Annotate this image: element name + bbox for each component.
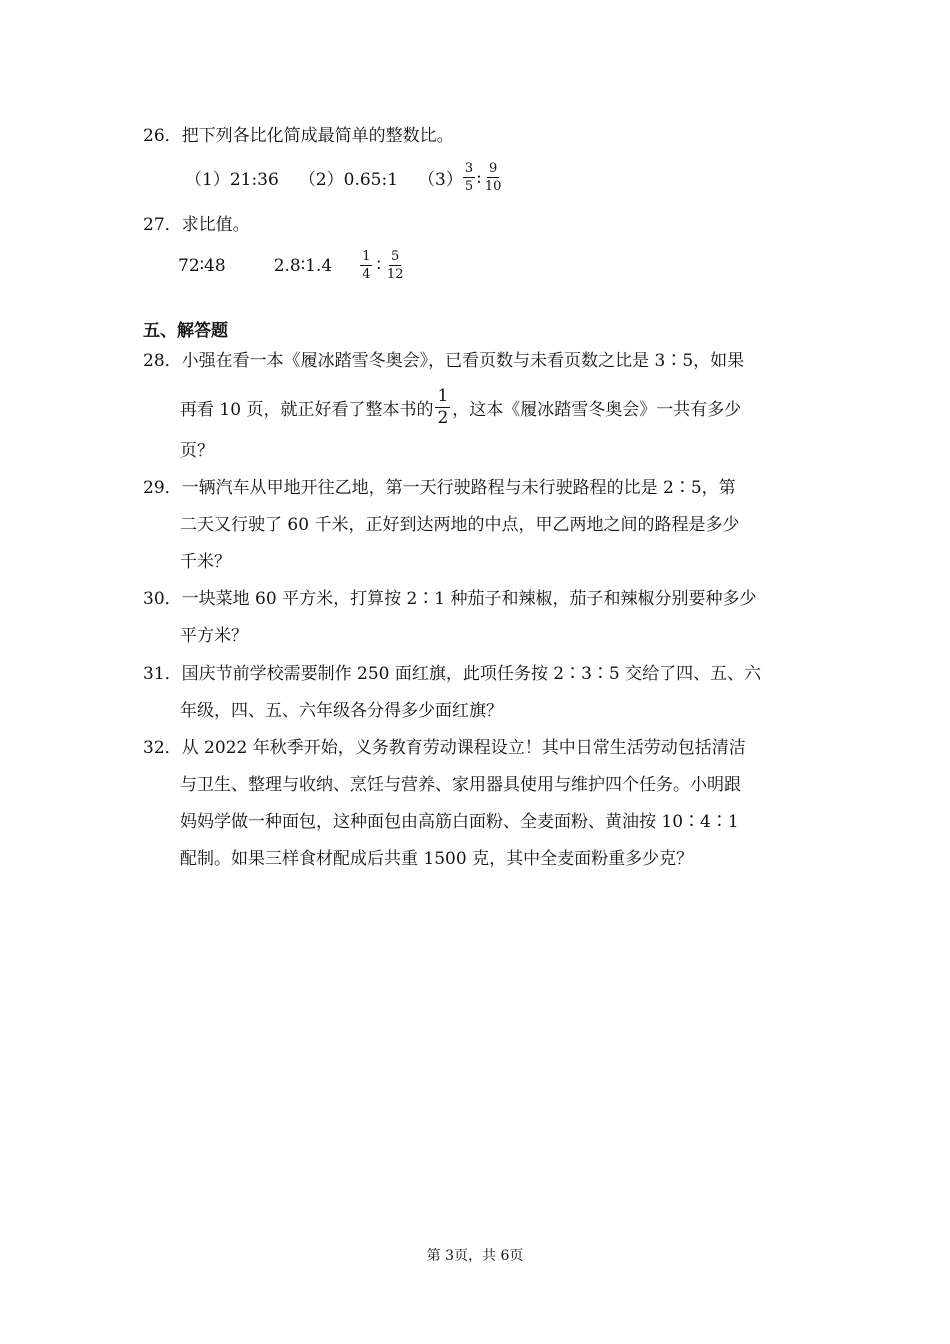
ratio-separator: : bbox=[476, 167, 482, 188]
question-32-line-1: 32．从 2022 年秋季开始，义务教育劳动课程设立！其中日常生活劳动包括清洁 bbox=[143, 738, 746, 758]
question-26-text: 26．把下列各比化简成最简单的整数比。 bbox=[143, 126, 454, 146]
fraction-numerator: 9 bbox=[489, 161, 498, 176]
question-27-item-c bbox=[360, 250, 405, 281]
question-26-parts bbox=[185, 162, 503, 193]
question-26-part-3 bbox=[418, 162, 503, 193]
question-26-part-3-label: （3） bbox=[418, 170, 463, 190]
section-title: 五、解答题 bbox=[143, 321, 228, 341]
fraction-denominator: 12 bbox=[386, 267, 404, 282]
fraction-1-2 bbox=[435, 388, 450, 427]
question-32-line-3: 妈妈学做一种面包，这种面包由高筋白面粉、全麦面粉、黄油按 10∶4∶1 bbox=[180, 812, 739, 832]
question-28-line-1: 28．小强在看一本《履冰踏雪冬奥会》，已看页数与未看页数之比是 3∶5，如果 bbox=[143, 351, 745, 371]
question-28-line-2-end: ，这本《履冰踏雪冬奥会》一共有多少 bbox=[452, 400, 742, 420]
question-32-line-4: 配制。如果三样食材配成后共重 1500 克，其中全麦面粉重多少克？ bbox=[180, 849, 694, 869]
question-29-line-1: 29．一辆汽车从甲地开往乙地，第一天行驶路程与未行驶路程的比是 2∶5，第 bbox=[143, 478, 736, 498]
fraction-numerator: 3 bbox=[464, 161, 474, 176]
fraction-3-5 bbox=[463, 162, 475, 193]
fraction-numerator: 5 bbox=[391, 249, 400, 264]
question-31-line-1: 31．国庆节前学校需要制作 250 面红旗，此项任务按 2∶3∶5 交给了四、五、六 bbox=[143, 664, 762, 684]
question-27-items bbox=[178, 250, 405, 281]
question-27-item-b: 2.8∶1.4 bbox=[273, 255, 333, 276]
question-27-item-a: 72∶48 bbox=[178, 255, 226, 276]
question-28-line-3: 页？ bbox=[180, 441, 214, 461]
question-28-line-2-start: 再看 10 页，就正好看了整本书的 bbox=[180, 400, 434, 420]
fraction-numerator: 1 bbox=[362, 249, 371, 264]
question-27-text: 27．求比值。 bbox=[143, 215, 250, 235]
ratio-separator: ∶ bbox=[376, 255, 381, 276]
question-31-line-2: 年级，四、五、六年级各分得多少面红旗？ bbox=[180, 701, 503, 721]
question-26-part-1: （1）21:36 bbox=[185, 170, 279, 190]
question-29-line-2: 二天又行驶了 60 千米，正好到达两地的中点，甲乙两地之间的路程是多少 bbox=[180, 515, 740, 535]
fraction-denominator: 2 bbox=[437, 408, 449, 428]
question-28-line-2 bbox=[180, 388, 741, 427]
fraction-1-4 bbox=[360, 250, 372, 281]
page-number: 第 3页，共 6页 bbox=[426, 1248, 524, 1264]
question-26-part-2: （2）0.65:1 bbox=[298, 170, 399, 190]
fraction-9-10 bbox=[483, 162, 504, 193]
question-30-line-1: 30．一块菜地 60 平方米，打算按 2∶1 种茄子和辣椒，茄子和辣椒分别要种多少 bbox=[143, 589, 757, 609]
fraction-denominator: 4 bbox=[362, 267, 371, 282]
fraction-5-12 bbox=[385, 250, 406, 281]
question-30-line-2: 平方米？ bbox=[180, 626, 248, 646]
question-29-line-3: 千米？ bbox=[180, 552, 231, 572]
fraction-denominator: 5 bbox=[464, 179, 474, 194]
question-32-line-2: 与卫生、整理与收纳、烹饪与营养、家用器具使用与维护四个任务。小明跟 bbox=[180, 775, 741, 795]
fraction-denominator: 10 bbox=[484, 179, 502, 194]
fraction-numerator: 1 bbox=[437, 386, 449, 406]
